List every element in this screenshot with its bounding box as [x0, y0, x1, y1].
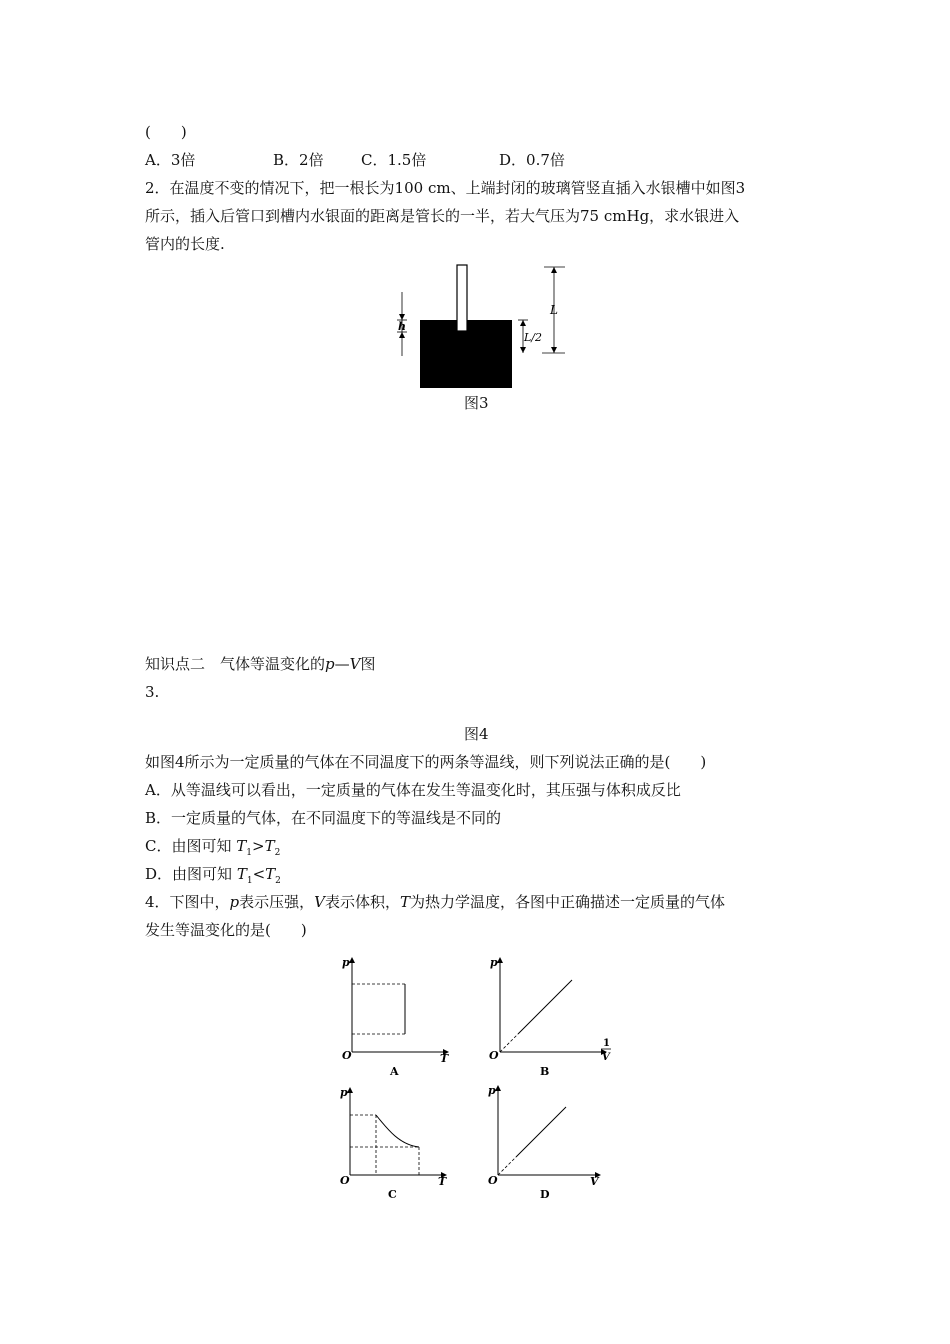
q4-line-2: 发生等温变化的是( ) [145, 921, 307, 939]
graph-d-label: D [540, 1188, 550, 1201]
figure-3-caption: 图3 [464, 394, 489, 412]
graph-b-x-num: 1 [603, 1038, 610, 1049]
q3-option-d-sub2: 2 [275, 876, 281, 886]
q4-var-t: T [400, 893, 411, 911]
q1-bracket: ( ) [145, 123, 187, 141]
graph-d [488, 1084, 600, 1201]
graph-a [342, 956, 449, 1078]
q4-text-b: 表示压强， [239, 893, 315, 911]
q3-option-c-t1: T [236, 837, 247, 855]
q4-line-1 [145, 892, 725, 912]
q3-option-c-rel: > [252, 837, 265, 855]
graph-a-label: A [390, 1065, 399, 1078]
q3-number: 3. [145, 683, 160, 701]
q1-option-a: A．3倍 [145, 151, 196, 169]
q1-options [145, 150, 565, 170]
q3-option-d-t1: T [236, 865, 247, 883]
graph-c [340, 1086, 447, 1201]
graph-c-y-label: p [340, 1086, 348, 1099]
q4-var-v: V [314, 893, 326, 911]
q4-text-d: 为热力学温度，各图中正确描述一定质量的气体 [410, 893, 726, 911]
q3-option-d [145, 864, 281, 891]
q4-text-c: 表示体积， [325, 893, 401, 911]
section-title-text: 知识点二 气体等温变化的 [145, 655, 326, 673]
graph-a-x-label: T [440, 1052, 449, 1065]
q3-stem: 如图4所示为一定质量的气体在不同温度下的两条等温线，则下列说法正确的是( ) [145, 753, 707, 771]
glass-tube [457, 265, 467, 331]
graph-b-x-den: V [602, 1052, 610, 1063]
label-h: h [398, 320, 406, 333]
q4-var-p: p [229, 893, 240, 911]
section-2-title [145, 654, 375, 674]
graph-b-origin: O [489, 1049, 499, 1062]
label-L-half: L/2 [524, 331, 543, 344]
q4-text-a: 4．下图中， [145, 893, 230, 911]
graph-c-origin: O [340, 1174, 350, 1187]
section-title-v: V [349, 655, 361, 673]
section-title-suffix: 图 [360, 655, 376, 673]
graph-b-label: B [540, 1065, 550, 1078]
graph-b [489, 956, 611, 1078]
figure-4-caption: 图4 [464, 725, 489, 743]
label-L: L [550, 303, 558, 317]
q3-option-a: A．从等温线可以看出，一定质量的气体在发生等温变化时，其压强与体积成反比 [145, 781, 681, 799]
q2-line-2: 所示，插入后管口到槽内水银面的距离是管长的一半，若大气压为75 cmHg，求水银进入 [145, 207, 740, 225]
q3-option-c-sub1: 1 [246, 848, 253, 858]
q1-option-c: C．1.5倍 [361, 151, 427, 169]
q3-option-d-rel: < [252, 865, 266, 883]
figure-3-diagram [390, 262, 580, 392]
q3-option-c-t2: T [264, 837, 275, 855]
graph-a-origin: O [342, 1049, 352, 1062]
q4-graphs [330, 950, 630, 1210]
q3-option-d-text: D．由图可知 [145, 865, 233, 883]
graph-a-y-label: p [342, 956, 350, 969]
section-title-p: p [325, 655, 335, 673]
graph-d-y-label: p [488, 1084, 496, 1097]
q1-option-b: B．2倍 [273, 151, 324, 169]
graph-b-y-label: p [490, 956, 498, 969]
q3-option-b: B．一定质量的气体，在不同温度下的等温线是不同的 [145, 809, 502, 827]
q2-line-1: 2．在温度不变的情况下，把一根长为100 cm、上端封闭的玻璃管竖直插入水银槽中如图3 [145, 179, 746, 197]
graph-d-x-label: V [590, 1175, 599, 1188]
graph-c-label: C [388, 1188, 397, 1201]
q3-option-d-sub1: 1 [246, 876, 253, 886]
graph-c-x-label: T [438, 1175, 447, 1188]
section-title-dash: — [334, 655, 350, 673]
q1-option-d: D．0.7倍 [499, 151, 565, 169]
q3-option-c-text: C．由图可知 [145, 837, 232, 855]
graph-d-origin: O [488, 1174, 498, 1187]
q3-option-d-t2: T [265, 865, 276, 883]
q2-line-3: 管内的长度. [145, 235, 225, 253]
q3-option-c [145, 836, 280, 863]
q3-option-c-sub2: 2 [274, 848, 281, 858]
